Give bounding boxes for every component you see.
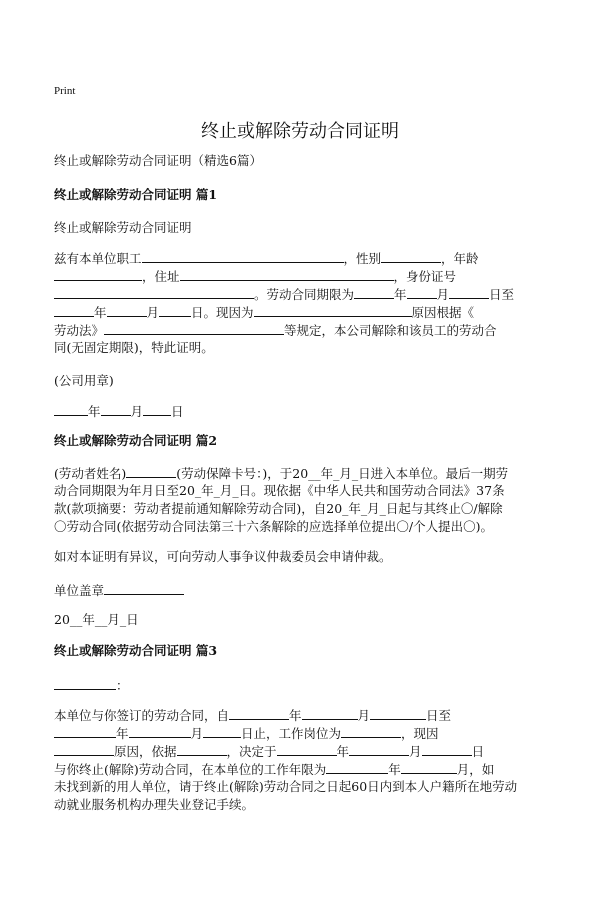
section3-line3: 原因，依据 ，决定于 年 月 日	[54, 743, 484, 760]
blank-end-month[interactable]	[107, 304, 147, 317]
blank-age[interactable]	[54, 268, 142, 281]
section1-line4: 年 月 日。现因为 原因根据《	[54, 304, 474, 321]
blank-start-year[interactable]	[354, 286, 394, 299]
blank-gender[interactable]	[381, 250, 441, 263]
blank-contract-end-year[interactable]	[54, 725, 116, 738]
document-title: 终止或解除劳动合同证明	[201, 121, 399, 142]
company-seal-label: (公司用章)	[54, 373, 114, 388]
blank-date-month[interactable]	[101, 403, 131, 416]
section3-line4: 与你终止(解除)劳动合同，在本单位的工作年限为 年 月，如	[54, 762, 495, 777]
section1-line1: 兹有本单位职工 ，性别 ，年龄	[54, 251, 479, 266]
section1-date: 年 月 日	[54, 403, 184, 420]
section2-line2: 动合同期限为年月日至20_年_月_日。现依据《中华人民共和国劳动合同法》37条	[54, 483, 505, 498]
blank-end-day[interactable]	[159, 304, 191, 317]
section2-line3: 款(款项摘要：劳动者提前通知解除劳动合同)，自20_年_月_日起与其终止〇/解除	[54, 501, 503, 516]
section1-line2: ，住址 ，身份证号	[54, 268, 456, 285]
blank-worker-name[interactable]	[126, 465, 176, 478]
blank-work-months[interactable]	[401, 761, 457, 774]
print-label[interactable]: Print	[54, 85, 76, 97]
section3-salutation: ：	[54, 677, 129, 694]
section2-dispute: 如对本证明有异议，可向劳动人事争议仲裁委员会申请仲裁。	[54, 549, 392, 564]
blank-start-day[interactable]	[449, 286, 489, 299]
blank-work-years[interactable]	[326, 761, 388, 774]
blank-id-number[interactable]	[54, 286, 254, 299]
section1-line6: 同(无固定期限)，特此证明。	[54, 340, 214, 355]
section2-line1: (劳动者姓名) (劳动保障卡号：)，于20__年_月_日进入本单位。最后一期劳	[54, 466, 509, 481]
section2-date: 20__年__月_日	[54, 612, 139, 627]
blank-date-year[interactable]	[54, 403, 88, 416]
section1-line5: 劳动法》 等规定，本公司解除和该员工的劳动合	[54, 323, 497, 338]
blank-end-year[interactable]	[54, 304, 94, 317]
blank-basis[interactable]	[177, 743, 227, 756]
blank-recipient-name[interactable]	[54, 677, 116, 690]
blank-employee-name[interactable]	[142, 250, 344, 263]
blank-date-day[interactable]	[143, 403, 171, 416]
section3-heading: 终止或解除劳动合同证明 篇3	[54, 643, 218, 658]
blank-termination-reason[interactable]	[54, 743, 114, 756]
section1-heading: 终止或解除劳动合同证明 篇1	[54, 187, 218, 202]
blank-address[interactable]	[180, 268, 394, 281]
blank-contract-end-day[interactable]	[203, 725, 241, 738]
blank-decision-day[interactable]	[422, 743, 472, 756]
section1-line3: 。劳动合同期限为 年 月 日至	[54, 286, 514, 303]
blank-reason[interactable]	[254, 304, 412, 317]
blank-job-position[interactable]	[341, 725, 401, 738]
section3-line1: 本单位与你签订的劳动合同，自 年 月 日至	[54, 708, 452, 723]
intro-line: 终止或解除劳动合同证明（精选6篇）	[54, 153, 262, 168]
blank-contract-start-month[interactable]	[302, 707, 358, 720]
blank-law-clause[interactable]	[104, 322, 284, 335]
section2-line4: 〇劳动合同(依据劳动合同法第三十六条解除的应选择单位提出〇/个人提出〇)。	[54, 519, 493, 534]
blank-contract-start-day[interactable]	[370, 707, 426, 720]
blank-decision-year[interactable]	[277, 743, 337, 756]
blank-decision-month[interactable]	[349, 743, 409, 756]
section2-stamp: 单位盖章	[54, 582, 184, 599]
section2-heading: 终止或解除劳动合同证明 篇2	[54, 433, 218, 448]
blank-contract-start-year[interactable]	[229, 707, 289, 720]
blank-start-month[interactable]	[407, 286, 437, 299]
section3-line2: 年 月 日止，工作岗位为 ，现因	[54, 725, 439, 742]
section3-line5: 未找到新的用人单位，请于终止(解除)劳动合同之日起60日内到本人户籍所在地劳动	[54, 779, 518, 794]
blank-contract-end-month[interactable]	[129, 725, 191, 738]
blank-unit-stamp[interactable]	[104, 582, 184, 595]
section1-subtitle: 终止或解除劳动合同证明	[54, 220, 192, 235]
section3-line6: 动就业服务机构办理失业登记手续。	[54, 797, 255, 812]
